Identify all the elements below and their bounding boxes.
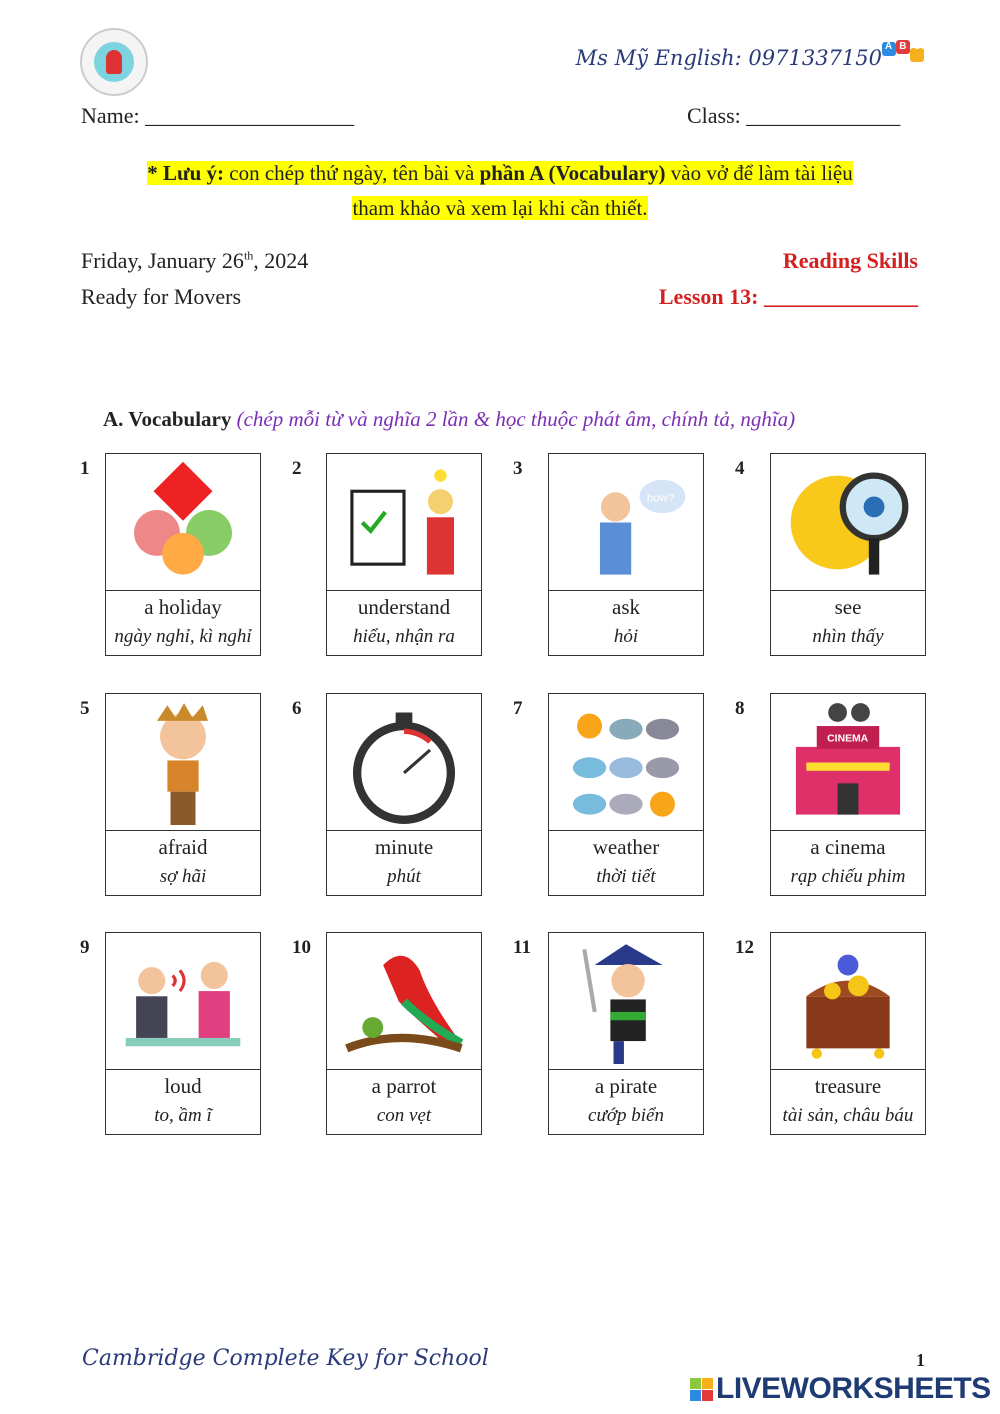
vocab-word: understand [357, 595, 451, 619]
vocab-card [105, 453, 261, 656]
class-field[interactable]: Class: ______________ [687, 103, 901, 128]
lesson-title[interactable]: Lesson 13: ______________ [658, 284, 918, 309]
card-number: 6 [292, 698, 302, 719]
footer-book: Cambridge Complete Key for School [82, 1346, 489, 1371]
card-number: 2 [292, 458, 302, 479]
vocab-card [326, 453, 482, 656]
vocab-card [548, 932, 704, 1135]
vocab-card [770, 932, 926, 1135]
vocab-word: minute [374, 835, 434, 859]
treasure-icon [771, 933, 925, 1070]
vocab-word: weather [592, 835, 660, 859]
vocab-word: a parrot [371, 1074, 437, 1098]
vocab-card [105, 693, 261, 896]
page-number: 1 [916, 1350, 925, 1370]
vocab-card [548, 453, 704, 656]
card-number: 9 [80, 937, 90, 958]
name-field[interactable]: Name: ___________________ [81, 103, 355, 128]
ask-icon [549, 454, 703, 591]
liveworksheets-watermark: LIVEWORKSHEETS [690, 1372, 991, 1406]
note: * Lưu ý: con chép thứ ngày, tên bài và phần A (Vocabulary) vào vở để làm tài liệu tham khảo và xem lại khi cần thiết. [147, 161, 853, 220]
weather-icon [549, 694, 703, 831]
vocab-word: a cinema [810, 835, 886, 859]
vocab-meaning: rạp chiếu phim [790, 866, 906, 887]
stopwatch-icon [327, 694, 481, 831]
abc-icon [882, 40, 926, 66]
section-heading: A. Vocabulary (chép mỗi từ và nghĩa 2 lần & học thuộc phát âm, chính tả, nghĩa) [103, 407, 796, 431]
vocab-meaning: sợ hãi [159, 866, 207, 887]
skill-title: Reading Skills [782, 248, 918, 273]
pirate-icon [549, 933, 703, 1070]
holiday-icon [106, 454, 260, 591]
card-number: 10 [292, 937, 311, 958]
loud-icon [106, 933, 260, 1070]
vocab-word: see [834, 595, 862, 619]
afraid-icon [106, 694, 260, 831]
brand-contact: Ms Mỹ English: 0971337150 [575, 46, 882, 70]
book-title: Ready for Movers [81, 284, 242, 309]
vocab-card [326, 693, 482, 896]
magnifier-icon [771, 454, 925, 591]
vocab-meaning: ngày nghỉ, kì nghỉ [114, 626, 252, 647]
vocab-card [326, 932, 482, 1135]
vocab-word: treasure [814, 1074, 882, 1098]
vocab-card [548, 693, 704, 896]
card-number: 1 [80, 458, 90, 479]
parrot-icon [327, 933, 481, 1070]
vocab-word: a holiday [144, 595, 222, 619]
vocab-meaning: thời tiết [596, 866, 656, 887]
vocab-meaning: nhìn thấy [812, 626, 884, 647]
vocab-meaning: to, ầm ĩ [154, 1105, 212, 1126]
card-number: 3 [513, 458, 523, 479]
vocab-word: a pirate [594, 1074, 658, 1098]
vocab-meaning: hỏi [613, 626, 639, 647]
card-number: 11 [513, 937, 531, 958]
ms-my-english-logo [80, 28, 148, 96]
vocab-word: ask [612, 595, 640, 619]
svg-text:CINEMA: CINEMA [827, 733, 869, 745]
card-number: 8 [735, 698, 745, 719]
vocab-meaning: phút [387, 866, 421, 887]
vocab-card [105, 932, 261, 1135]
vocab-card [770, 453, 926, 656]
svg-text:how?: how? [646, 492, 675, 505]
vocab-word: loud [164, 1074, 202, 1098]
vocab-meaning: hiểu, nhận ra [353, 626, 455, 647]
card-number: 7 [513, 698, 523, 719]
cinema-icon [771, 694, 925, 831]
card-number: 4 [735, 458, 745, 479]
card-number: 12 [735, 937, 754, 958]
vocab-meaning: con vẹt [376, 1105, 432, 1126]
vocab-word: afraid [158, 835, 208, 859]
card-number: 5 [80, 698, 90, 719]
vocab-card [770, 693, 926, 896]
vocab-meaning: cướp biển [588, 1105, 664, 1126]
date: Friday, January 26th, 2024 [81, 248, 309, 273]
vocab-meaning: tài sản, châu báu [782, 1105, 914, 1126]
abc-badge-text: ABC [885, 41, 928, 52]
liveworksheets-icon [690, 1378, 713, 1401]
understand-icon [327, 454, 481, 591]
